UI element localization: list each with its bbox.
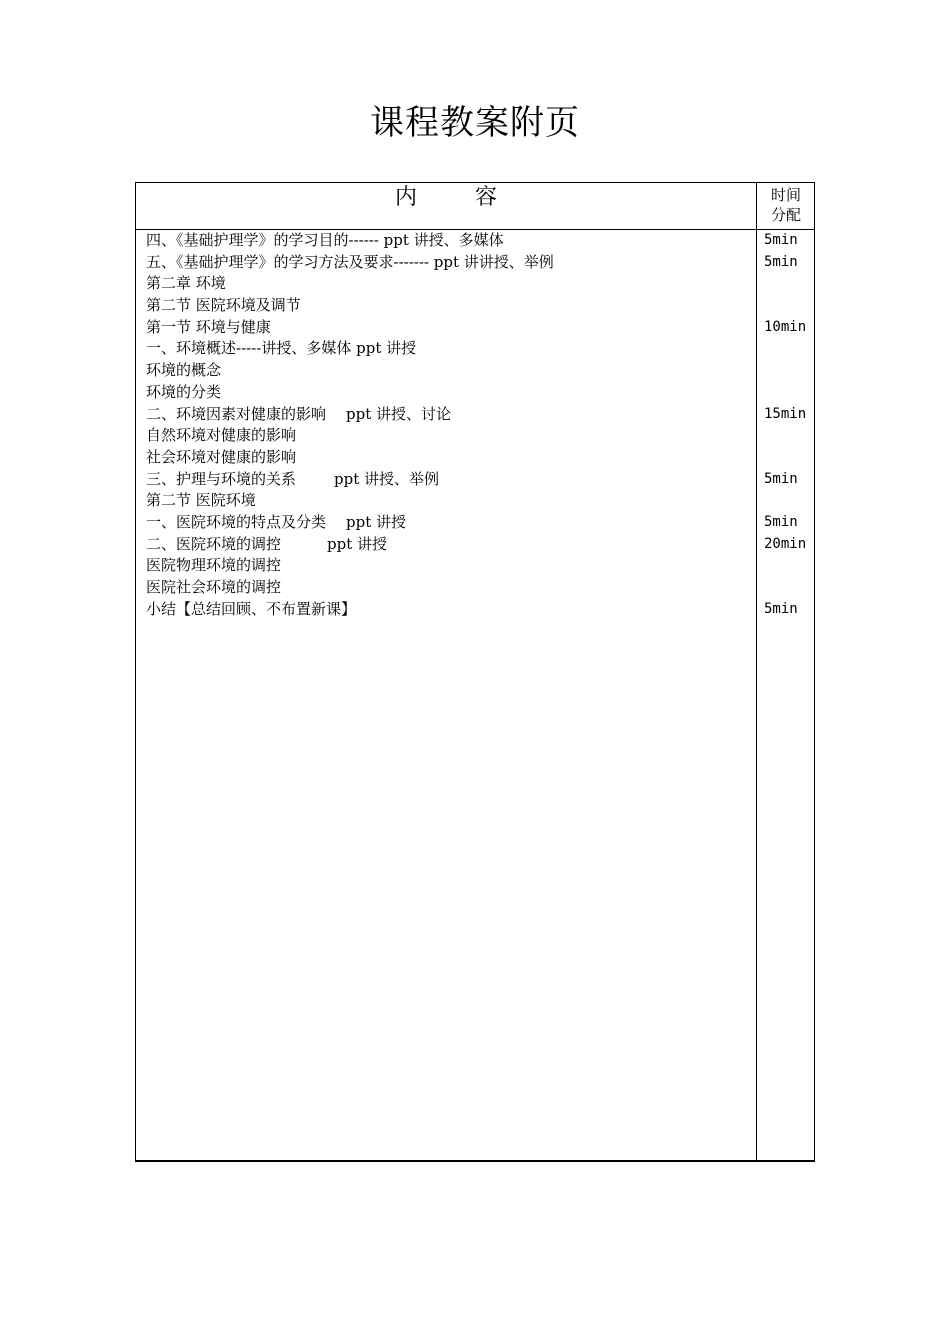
table-row [146, 555, 810, 577]
table-rows [146, 230, 810, 620]
lesson-plan-table [135, 182, 815, 1162]
row-text: 社会环境对健康的影响 [146, 447, 297, 466]
row-time: 5min [764, 253, 798, 270]
time-header-line-2: 分配 [770, 206, 801, 224]
table-row [146, 273, 810, 295]
table-row [146, 338, 810, 360]
time-header-line-1: 时间 [770, 186, 801, 204]
table-row [146, 425, 810, 447]
table-row [146, 252, 810, 274]
row-time: 5min [764, 513, 798, 530]
row-text: 环境的分类 [146, 382, 222, 401]
table-row [146, 469, 810, 491]
table-row [146, 360, 810, 382]
table-row [146, 534, 810, 556]
table-row [146, 230, 810, 252]
table-row [146, 447, 810, 469]
content-header-char-2: 容 [475, 185, 498, 210]
content-header-char-1: 内 [394, 185, 417, 210]
row-text: 自然环境对健康的影响 [146, 426, 297, 445]
row-time: 5min [764, 232, 798, 248]
row-text: 小结【总结回顾、不布置新课】 [146, 599, 357, 618]
content-column-header [136, 183, 756, 229]
table-row [146, 490, 810, 512]
row-method: ppt 讲授 [327, 534, 388, 553]
row-text: 医院物理环境的调控 [146, 556, 282, 575]
row-time: 20min [764, 535, 807, 552]
row-text: 医院社会环境的调控 [146, 578, 282, 596]
row-method: ppt 讲授、讨论 [346, 404, 452, 423]
table-row [146, 599, 810, 621]
row-time: 15min [764, 405, 807, 422]
table-row [146, 577, 810, 599]
table-row [146, 512, 810, 534]
page-title: 课程教案附页 [370, 103, 580, 143]
time-column-header [757, 185, 815, 225]
row-text: 第二章 环境 [146, 274, 226, 293]
row-text: 第二节 医院环境及调节 [146, 296, 301, 315]
row-text: 第二节 医院环境 [146, 491, 256, 510]
row-text: 四、《基础护理学》的学习目的------ ppt 讲授、多媒体 [146, 231, 504, 249]
row-text: 五、《基础护理学》的学习方法及要求------- ppt 讲讲授、举例 [146, 252, 554, 271]
row-method: ppt 讲授 [346, 512, 407, 531]
table-row [146, 404, 810, 426]
row-text: 三、护理与环境的关系 [146, 469, 297, 488]
row-text: 第一节 环境与健康 [146, 317, 271, 336]
row-text: 二、环境因素对健康的影响 [146, 404, 327, 423]
row-method: ppt 讲授、举例 [334, 469, 440, 488]
row-time: 5min [764, 600, 798, 617]
row-text: 一、医院环境的特点及分类 [146, 512, 327, 531]
table-row [146, 382, 810, 404]
row-time: 5min [764, 470, 798, 487]
table-row [146, 317, 810, 339]
table-row [146, 295, 810, 317]
row-text: 环境的概念 [146, 361, 222, 380]
row-text: 二、医院环境的调控 [146, 534, 282, 553]
row-time: 10min [764, 318, 807, 335]
row-text: 一、环境概述-----讲授、多媒体 ppt 讲授 [146, 339, 417, 358]
